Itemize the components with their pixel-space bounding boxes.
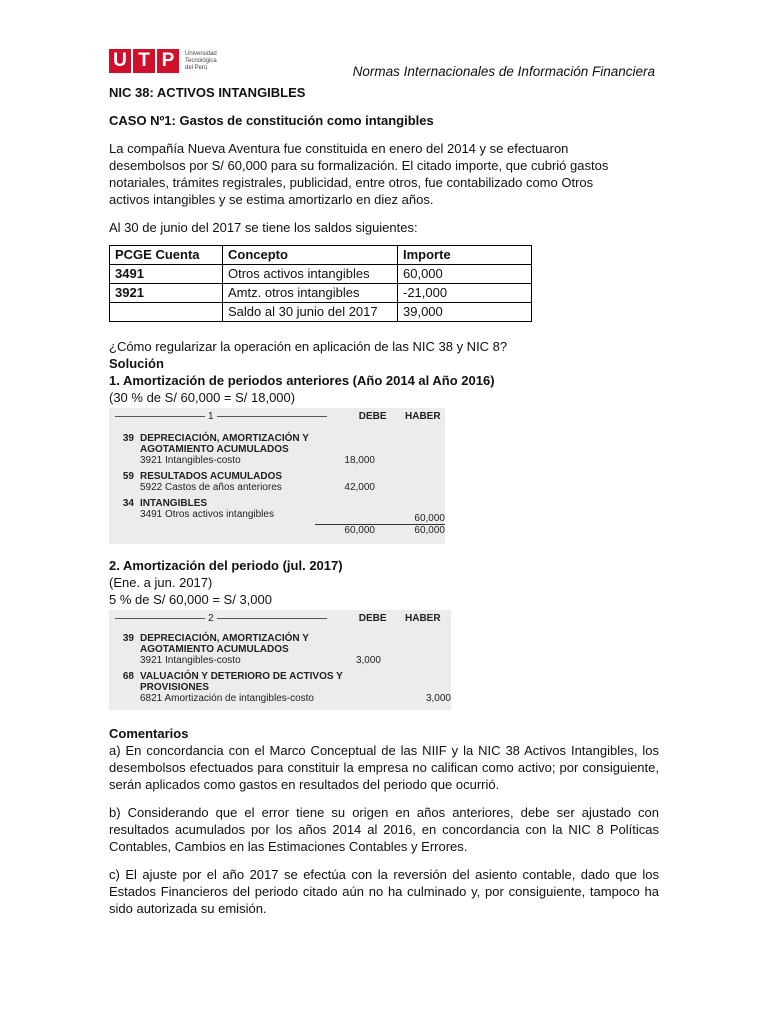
utp-logo: [109, 49, 225, 73]
step2-calc: 5 % de S/ 60,000 = S/ 3,000: [109, 592, 272, 607]
total-haber: 60,000: [375, 524, 445, 536]
entry1-row-39b: [109, 444, 445, 455]
table-cell: Otros activos intangibles: [223, 265, 398, 284]
entry1-row-5922: [109, 482, 445, 493]
solucion-label: Solución: [109, 356, 164, 371]
journal-entry-1: [109, 408, 445, 544]
document-body: [109, 84, 659, 917]
table-row: [110, 265, 532, 284]
step1-title: 1. Amortización de periodos anteriores (Año 2014 al Año 2016): [109, 373, 495, 388]
table-cell: Saldo al 30 junio del 2017: [223, 303, 398, 322]
debe-amount: 3,000: [355, 655, 381, 666]
journal-entry-2: [109, 610, 451, 710]
logo-letter-t: T: [133, 49, 155, 73]
entry1-debe-label: DEBE: [358, 411, 387, 422]
debe-amount: 42,000: [344, 482, 375, 493]
intro-paragraph: La compañía Nueva Aventura fue constituida en enero del 2014 y se efectuaron desembolsos por S/ 60,000 para su formalización. El citado importe, que cubrió gastos notariales, trámites registrales, publicidad, entre otros, fue contabilizado como Otros activos intangibles y se estima amortizarlo en diez años.: [109, 141, 609, 207]
logo-subtext: Universidad Tecnológica del Perú: [185, 50, 217, 71]
comentario-a: a) En concordancia con el Marco Conceptual de las NIIF y la NIC 38 Activos Intangibles, los desembolsos efectuados para constituir la empresa no califican como activo; por consiguiente, serán aplicados como gastos en resultados del periodo que ocurrió.: [109, 743, 659, 792]
entry1-row-3921: [109, 455, 445, 466]
debe-amount: 18,000: [344, 455, 375, 466]
total-debe: 60,000: [315, 524, 375, 536]
saldos-table: [109, 245, 532, 322]
comentario-c: c) El ajuste por el año 2017 se efectúa con la reversión del asiento contable, dado que los Estados Financieros del periodo citado aún no ha culminado y, por consiguiente, tampoco ha sido autorizada su emisión.: [109, 867, 659, 916]
step2-period: (Ene. a jun. 2017): [109, 575, 213, 590]
account-code: 68: [122, 671, 134, 682]
entry1-number: 1: [208, 411, 214, 422]
entry1-row-59: [109, 471, 445, 482]
entry1-row-3491: [109, 509, 445, 524]
account-name: DEPRECIACIÓN, AMORTIZACIÓN Y: [140, 633, 309, 644]
account-name: VALUACIÓN Y DETERIORO DE ACTIVOS Y: [140, 671, 343, 682]
logo-letter-p: P: [157, 49, 179, 73]
table-row: [110, 303, 532, 322]
entry2-header: [109, 610, 451, 627]
table-cell: 3921: [110, 284, 223, 303]
entry2-number: 2: [208, 613, 214, 624]
entry2-row-3921: [109, 655, 451, 666]
subaccount-name: 5922 Castos de años anteriores: [140, 482, 282, 493]
table-cell: -21,000: [398, 284, 532, 303]
step2-title: 2. Amortización del periodo (jul. 2017): [109, 558, 343, 573]
saldos-intro: Al 30 de junio del 2017 se tiene los saldos siguientes:: [109, 220, 418, 235]
table-header-cell: Importe: [398, 246, 532, 265]
entry1-header: [109, 408, 445, 425]
account-name: DEPRECIACIÓN, AMORTIZACIÓN Y: [140, 433, 309, 444]
comentarios-title: Comentarios: [109, 726, 189, 741]
subaccount-name: 3491 Otros activos intangibles: [140, 509, 274, 520]
account-code: 59: [122, 471, 134, 482]
entry2-row-39: [109, 633, 451, 644]
haber-amount: 3,000: [425, 693, 451, 704]
account-name: RESULTADOS ACUMULADOS: [140, 471, 283, 482]
account-code: 39: [122, 433, 134, 444]
document-header-title: Normas Internacionales de Información Financiera: [352, 64, 655, 79]
account-code: 34: [122, 498, 134, 509]
subaccount-name: 6821 Amortización de intangibles-costo: [140, 693, 314, 704]
subaccount-name: 3921 Intangibles-costo: [140, 655, 241, 666]
comentario-b: b) Considerando que el error tiene su origen en años anteriores, debe ser ajustado con resultados acumulados por los años 2014 al 2016, en concordancia con la NIC 8 Políticas Contables, Cambios en las Estimaciones Contables y Errores.: [109, 805, 659, 854]
table-header-row: [110, 246, 532, 265]
nic-title: NIC 38: ACTIVOS INTANGIBLES: [109, 85, 306, 100]
account-name: AGOTAMIENTO ACUMULADOS: [140, 444, 289, 455]
table-row: [110, 284, 532, 303]
step1-calc: (30 % de S/ 60,000 = S/ 18,000): [109, 390, 296, 405]
table-cell: 3491: [110, 265, 223, 284]
table-header-cell: Concepto: [223, 246, 398, 265]
table-cell: 60,000: [398, 265, 532, 284]
entry1-totals: [109, 524, 445, 536]
entry2-haber-label: HABER: [405, 613, 441, 624]
subaccount-name: 3921 Intangibles-costo: [140, 455, 241, 466]
table-cell: 39,000: [398, 303, 532, 322]
account-name: INTANGIBLES: [140, 498, 208, 509]
haber-amount: 60,000: [414, 513, 445, 524]
entry2-row-6821: [109, 693, 451, 704]
table-cell: Amtz. otros intangibles: [223, 284, 398, 303]
entry1-haber-label: HABER: [405, 411, 441, 422]
table-header-cell: PCGE Cuenta: [110, 246, 223, 265]
entry2-row-68: [109, 671, 451, 682]
account-name: PROVISIONES: [140, 682, 209, 693]
table-cell: [110, 303, 223, 322]
case-title: CASO Nº1: Gastos de constitución como intangibles: [109, 113, 434, 128]
account-name: AGOTAMIENTO ACUMULADOS: [140, 644, 289, 655]
account-code: 39: [122, 633, 134, 644]
entry2-row-39b: [109, 644, 451, 655]
entry1-row-39: [109, 433, 445, 444]
entry2-debe-label: DEBE: [358, 613, 387, 624]
entry2-row-68b: [109, 682, 451, 693]
entry1-row-34: [109, 498, 445, 509]
question: ¿Cómo regularizar la operación en aplicación de las NIC 38 y NIC 8?: [109, 339, 508, 354]
logo-letter-u: U: [109, 49, 131, 73]
